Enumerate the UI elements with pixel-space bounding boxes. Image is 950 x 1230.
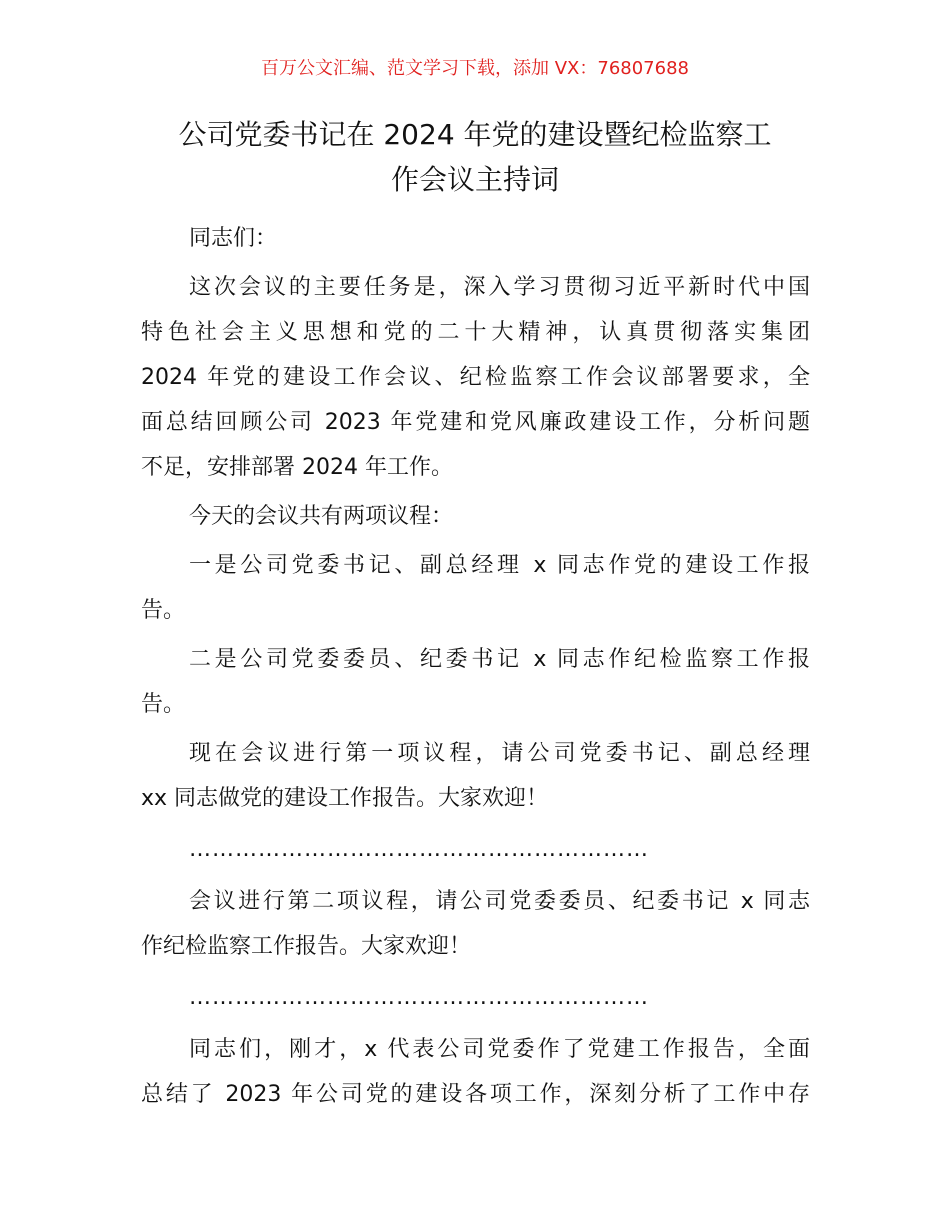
paragraph-line: 一是公司党委书记、副总经理 x 同志作党的建设工作报 [189, 553, 810, 578]
paragraph-line: 同志们： [189, 226, 278, 251]
paragraph-line: 面总结回顾公司 2023 年党建和党风廉政建设工作，分析问题 [141, 410, 810, 435]
watermark-banner: 百万公文汇编、范文学习下载，添加 VX：76807688 [261, 58, 689, 79]
paragraph [141, 731, 810, 821]
paragraph-line: 这次会议的主要任务是，深入学习贯彻习近平新时代中国 [189, 275, 810, 300]
paragraph-line: 现在会议进行第一项议程，请公司党委书记、副总经理 [189, 741, 810, 766]
paragraph [141, 216, 810, 261]
paragraph [141, 265, 810, 490]
ellipsis-separator: …………………………………………………… [189, 837, 649, 862]
paragraph-line: 会议进行第二项议程，请公司党委委员、纪委书记 x 同志 [189, 889, 810, 914]
paragraph-line: 告。 [141, 598, 186, 623]
paragraph [141, 825, 810, 875]
document-body [141, 216, 810, 1121]
ellipsis-separator: …………………………………………………… [189, 985, 649, 1010]
paragraph [141, 973, 810, 1023]
paragraph-line: 不足，安排部署 2024 年工作。 [141, 455, 453, 480]
paragraph [141, 543, 810, 633]
paragraph-line: 告。 [141, 692, 186, 717]
paragraph [141, 494, 810, 539]
paragraph [141, 1027, 810, 1117]
paragraph [141, 879, 810, 969]
paragraph [141, 637, 810, 727]
paragraph-line: 二是公司党委委员、纪委书记 x 同志作纪检监察工作报 [189, 647, 810, 672]
title-line: 作会议主持词 [390, 163, 559, 196]
title-line: 公司党委书记在 2024 年党的建设暨纪检监察工 [178, 118, 772, 151]
paragraph-line: 总结了 2023 年公司党的建设各项工作，深刻分析了工作中存 [141, 1082, 810, 1107]
paragraph-line: 今天的会议共有两项议程： [189, 504, 454, 529]
paragraph-line: 特色社会主义思想和党的二十大精神，认真贯彻落实集团 [141, 320, 810, 345]
paragraph-line: 作纪检监察工作报告。大家欢迎！ [141, 934, 472, 959]
paragraph-line: 2024 年党的建设工作会议、纪检监察工作会议部署要求，全 [141, 365, 810, 390]
document-title [130, 112, 820, 202]
paragraph-line: xx 同志做党的建设工作报告。大家欢迎！ [141, 786, 549, 811]
paragraph-line: 同志们，刚才，x 代表公司党委作了党建工作报告，全面 [189, 1037, 810, 1062]
